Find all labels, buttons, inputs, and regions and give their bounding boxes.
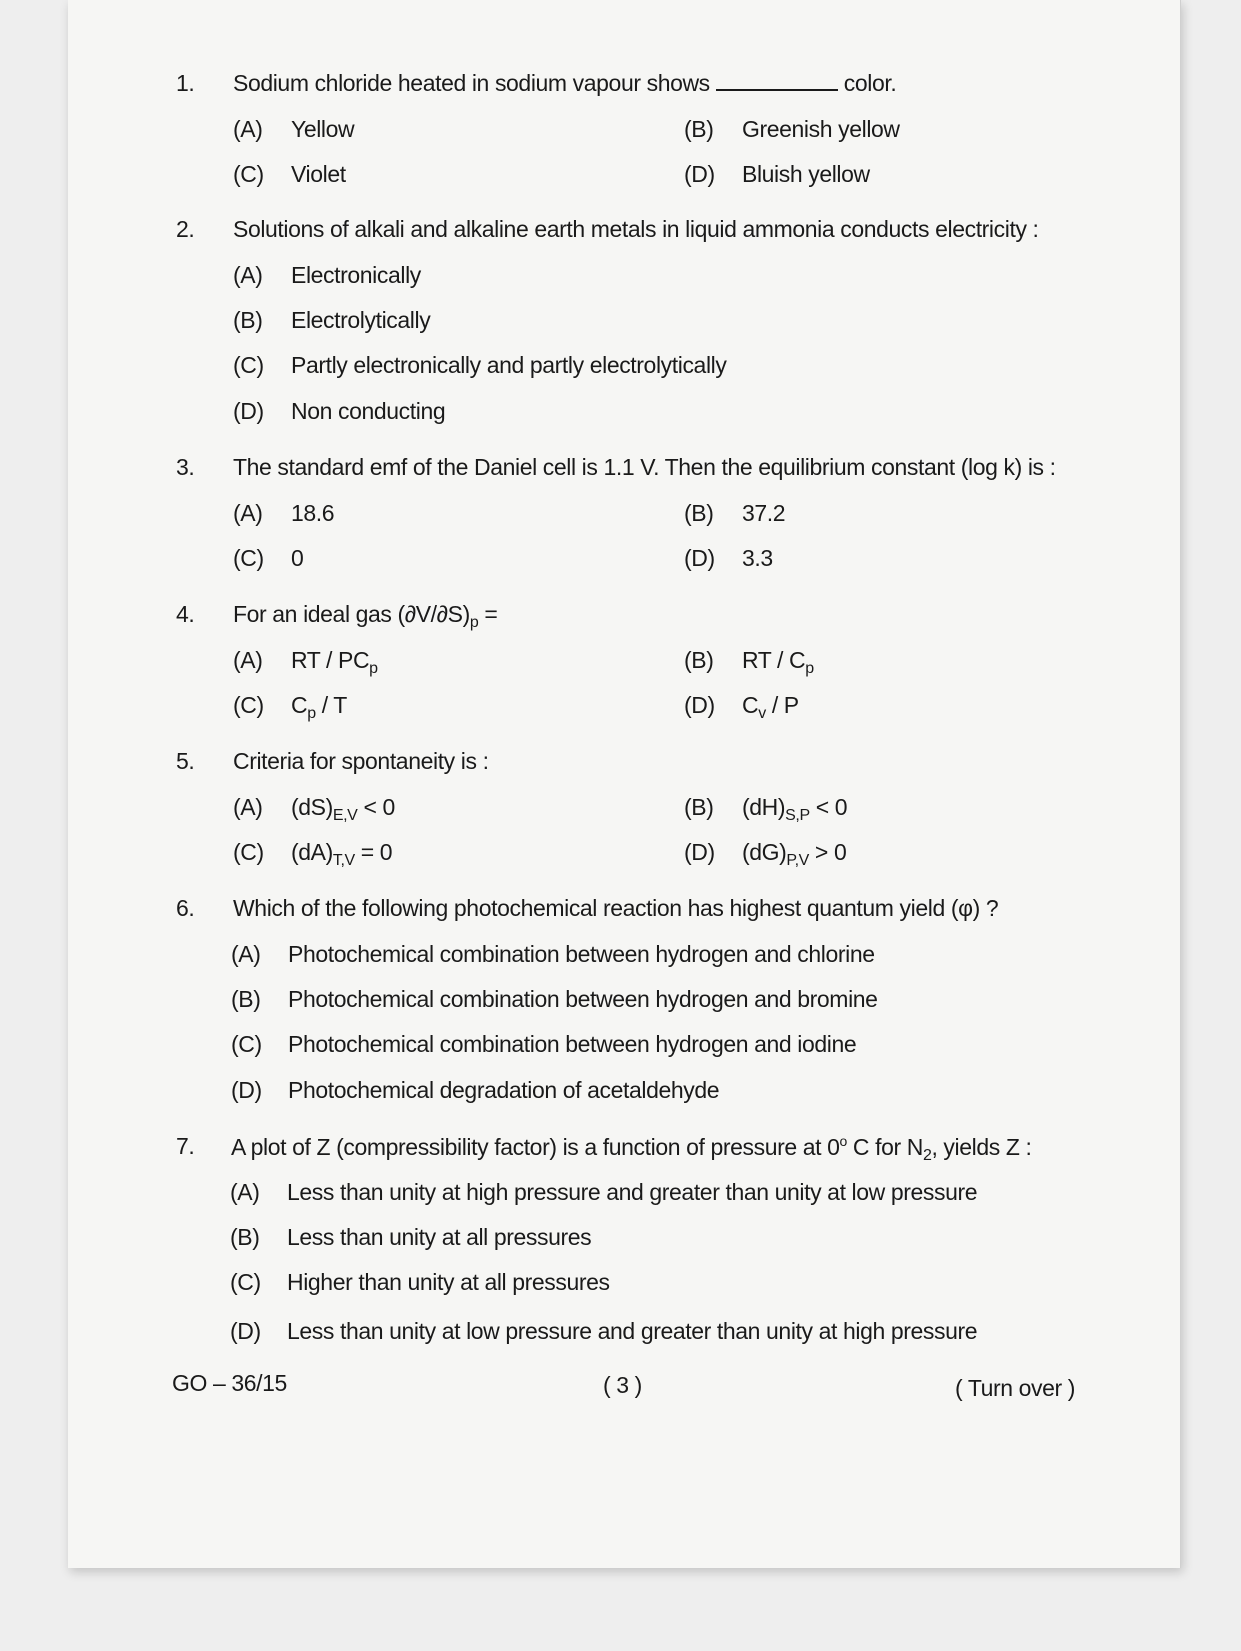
question-text: Criteria for spontaneity is :: [233, 748, 489, 774]
question-text: Sodium chloride heated in sodium vapour shows color.: [233, 70, 897, 96]
turn-over: ( Turn over ): [955, 1375, 1076, 1401]
paper-code: GO – 36/15: [172, 1370, 287, 1396]
question-text: For an ideal gas $(\partial V/\partial S)_p$ =: [233, 601, 498, 631]
page-number: ( 3 ): [603, 1372, 642, 1398]
question-number: 6.: [176, 895, 195, 921]
question-number: 3.: [176, 454, 195, 480]
question-text: Which of the following photochemical reaction has highest quantum yield (φ) ?: [233, 895, 999, 921]
question-text: A plot of Z (compressibility factor) is a function of pressure at 0$^o$ C for $N_2$, yields Z :: [231, 1133, 1032, 1164]
question-text: The standard emf of the Daniel cell is 1.1 V. Then the equilibrium constant (log k) is :: [233, 454, 1056, 480]
question-text: Solutions of alkali and alkaline earth metals in liquid ammonia conducts electricity :: [233, 216, 1039, 242]
question-number: 2.: [176, 216, 195, 242]
fill-blank: [716, 89, 838, 91]
question-number: 1.: [176, 70, 195, 96]
question-number: 7.: [176, 1133, 195, 1159]
question-number: 5.: [176, 748, 195, 774]
question-number: 4.: [176, 601, 195, 627]
